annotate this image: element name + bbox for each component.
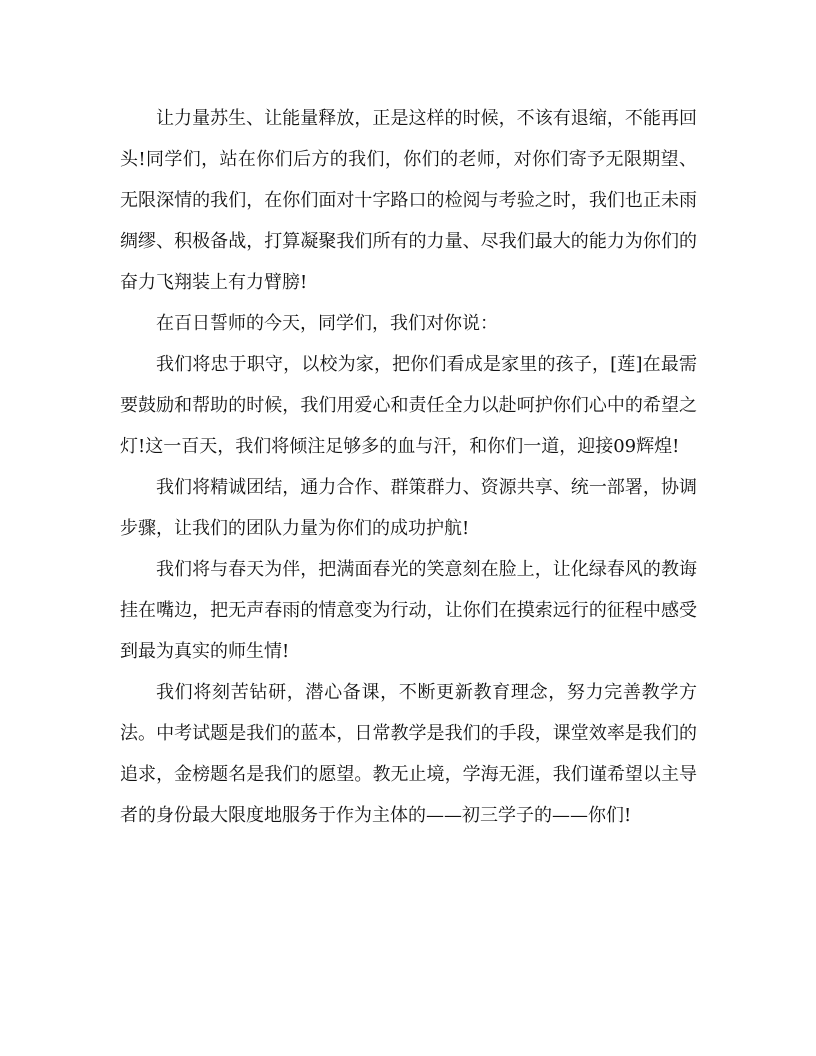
paragraph-1: 让力量苏生、让能量释放，正是这样的时候，不该有退缩，不能再回头!同学们，站在你们后方的我们，你们的老师，对你们寄予无限期望、无限深情的我们，在你们面对十字路口的检阅与考验之时，我们也正未雨绸缪、积极备战，打算凝聚我们所有的力量、尽我们最大的能力为你们的奋力飞翔装上有力臂膀!	[120, 108, 697, 293]
paragraph-3: 我们将忠于职守，以校为家，把你们看成是家里的孩子，[莲]在最需要鼓励和帮助的时候，我们用爱心和责任全力以赴呵护你们心中的希望之灯!这一百天，我们将倾注足够多的血与汗，和你们一道，迎接09辉煌!	[120, 354, 697, 457]
document-body	[120, 98, 697, 836]
paragraph-4: 我们将精诚团结，通力合作、群策群力、资源共享、统一部署，协调步骤，让我们的团队力量为你们的成功护航!	[120, 477, 697, 539]
paragraph-2: 在百日誓师的今天，同学们，我们对你说：	[156, 313, 498, 334]
paragraph-5: 我们将与春天为伴，把满面春光的笑意刻在脸上，让化绿春风的教诲挂在嘴边，把无声春雨的情意变为行动，让你们在摸索远行的征程中感受到最为真实的师生情!	[120, 559, 697, 662]
paragraph-6: 我们将刻苦钻研，潜心备课，不断更新教育理念，努力完善教学方法。中考试题是我们的蓝本，日常教学是我们的手段，课堂效率是我们的追求，金榜题名是我们的愿望。教无止境，学海无涯，我们谨希望以主导者的身份最大限度地服务于作为主体的——初三学子的——你们!	[120, 682, 697, 826]
